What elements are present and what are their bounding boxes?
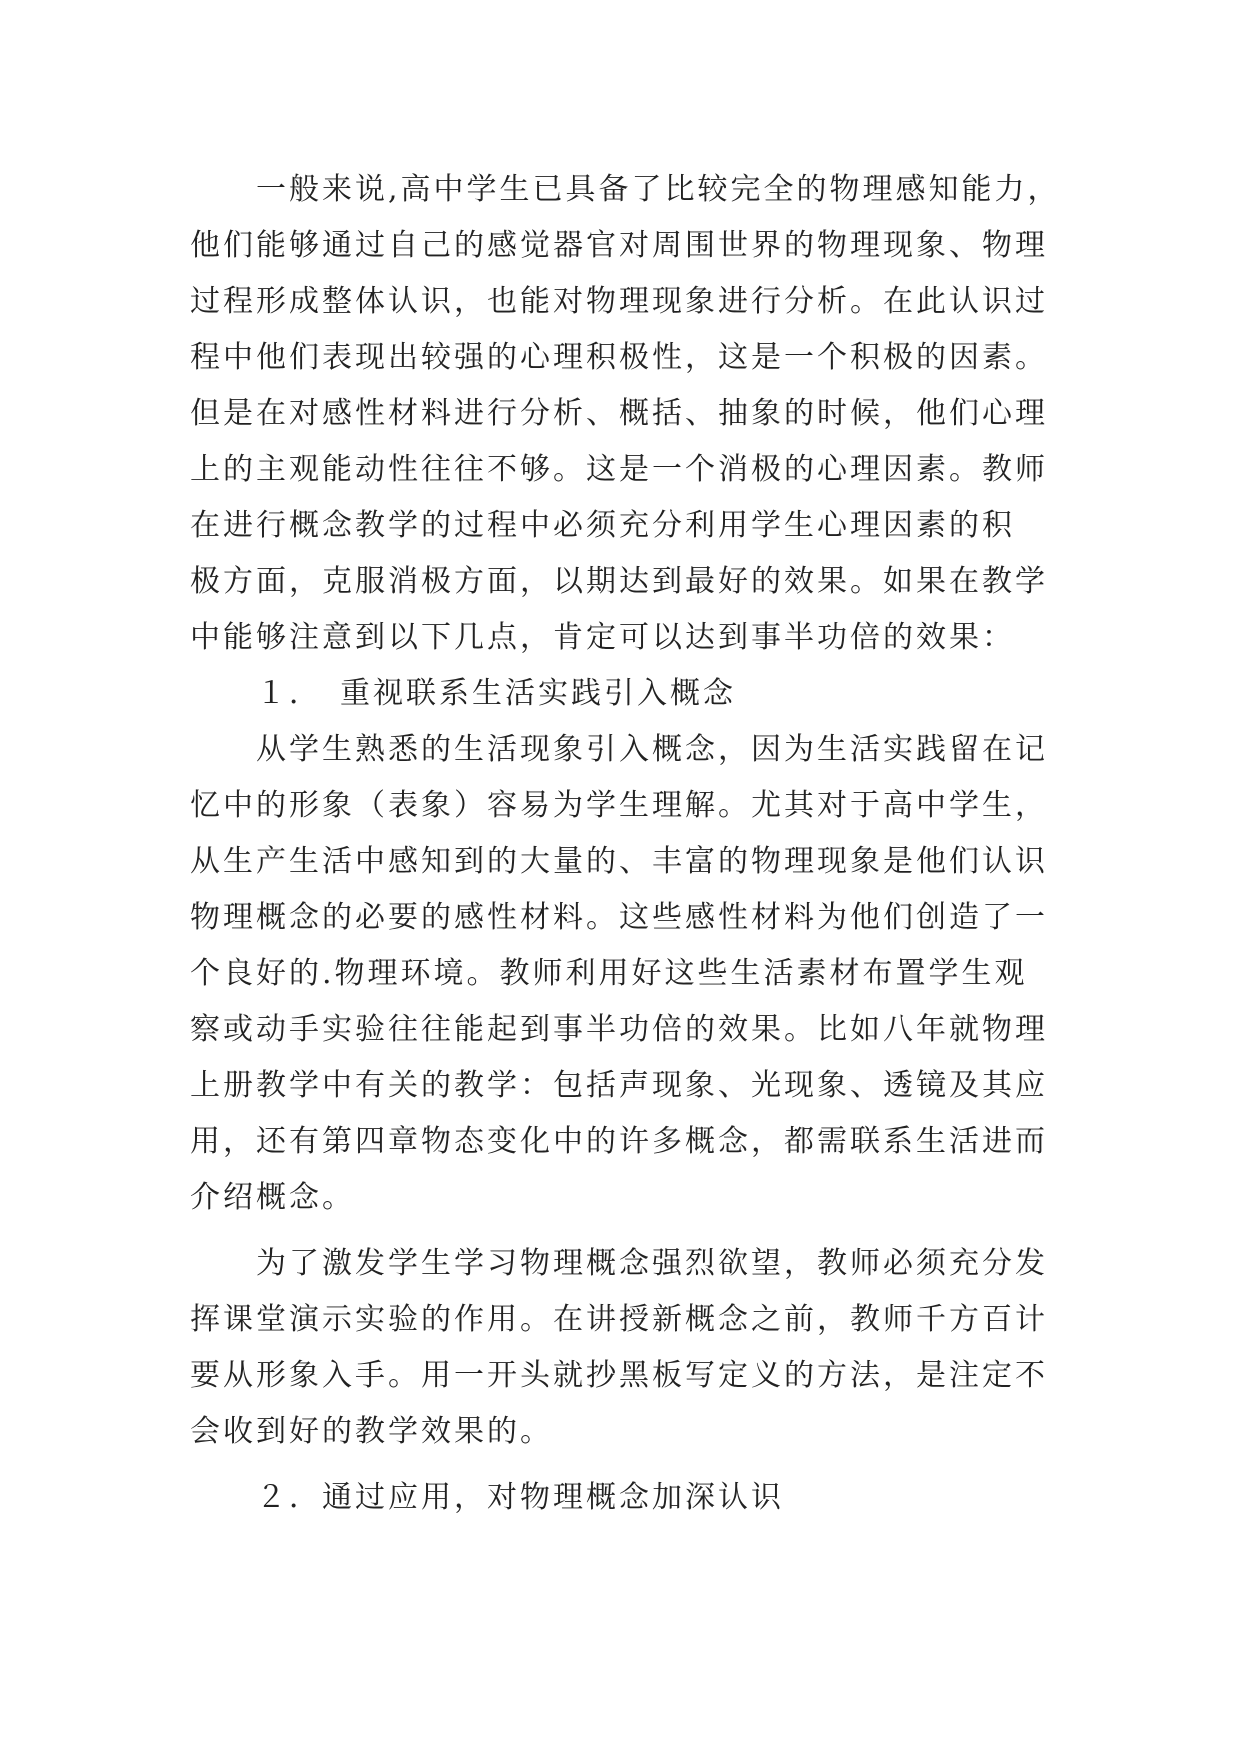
paragraph-line: 察或动手实验往往能起到事半功倍的效果。比如八年就物理 <box>190 1012 1048 1047</box>
paragraph-line: 介绍概念。 <box>190 1180 355 1215</box>
section-heading-1: １． 重视联系生活实践引入概念 <box>256 676 736 711</box>
paragraph-1 <box>190 162 1090 666</box>
paragraph-line: 用，还有第四章物态变化中的许多概念，都需联系生活进而 <box>190 1124 1048 1159</box>
paragraph-line: 忆中的形象（表象）容易为学生理解。尤其对于高中学生， <box>190 788 1048 823</box>
paragraph-line: 挥课堂演示实验的作用。在讲授新概念之前，教师千方百计 <box>190 1302 1048 1337</box>
paragraph-line: 过程形成整体认识，也能对物理现象进行分析。在此认识过 <box>190 284 1048 319</box>
paragraph-spacer <box>190 1226 1090 1236</box>
section-heading-2: ２．通过应用，对物理概念加深认识 <box>256 1480 784 1515</box>
paragraph-line: 从学生熟悉的生活现象引入概念，因为生活实践留在记 <box>256 732 1048 767</box>
paragraph-2 <box>190 722 1090 1226</box>
paragraph-line: 但是在对感性材料进行分析、概括、抽象的时候，他们心理 <box>190 396 1048 431</box>
paragraph-line: 在进行概念教学的过程中必须充分利用学生心理因素的积 <box>190 508 1015 543</box>
paragraph-line: 为了激发学生学习物理概念强烈欲望，教师必须充分发 <box>256 1246 1048 1281</box>
paragraph-line: 上的主观能动性往往不够。这是一个消极的心理因素。教师 <box>190 452 1048 487</box>
paragraph-line: 从生产生活中感知到的大量的、丰富的物理现象是他们认识 <box>190 844 1048 879</box>
paragraph-3 <box>190 1236 1090 1460</box>
paragraph-spacer <box>190 1460 1090 1470</box>
paragraph-line: 要从形象入手。用一开头就抄黑板写定义的方法，是注定不 <box>190 1358 1048 1393</box>
paragraph-line: 一般来说,高中学生已具备了比较完全的物理感知能力， <box>256 172 1061 207</box>
paragraph-line: 物理概念的必要的感性材料。这些感性材料为他们创造了一 <box>190 900 1048 935</box>
paragraph-line: 中能够注意到以下几点，肯定可以达到事半功倍的效果： <box>190 620 1015 655</box>
paragraph-line: 上册教学中有关的教学：包括声现象、光现象、透镜及其应 <box>190 1068 1048 1103</box>
document-body <box>190 162 1090 1526</box>
paragraph-line: 程中他们表现出较强的心理积极性，这是一个积极的因素。 <box>190 340 1048 375</box>
paragraph-line: 他们能够通过自己的感觉器官对周围世界的物理现象、物理 <box>190 228 1048 263</box>
paragraph-line: 个良好的.物理环境。教师利用好这些生活素材布置学生观 <box>190 956 1028 991</box>
paragraph-line: 极方面，克服消极方面，以期达到最好的效果。如果在教学 <box>190 564 1048 599</box>
paragraph-line: 会收到好的教学效果的。 <box>190 1414 553 1449</box>
